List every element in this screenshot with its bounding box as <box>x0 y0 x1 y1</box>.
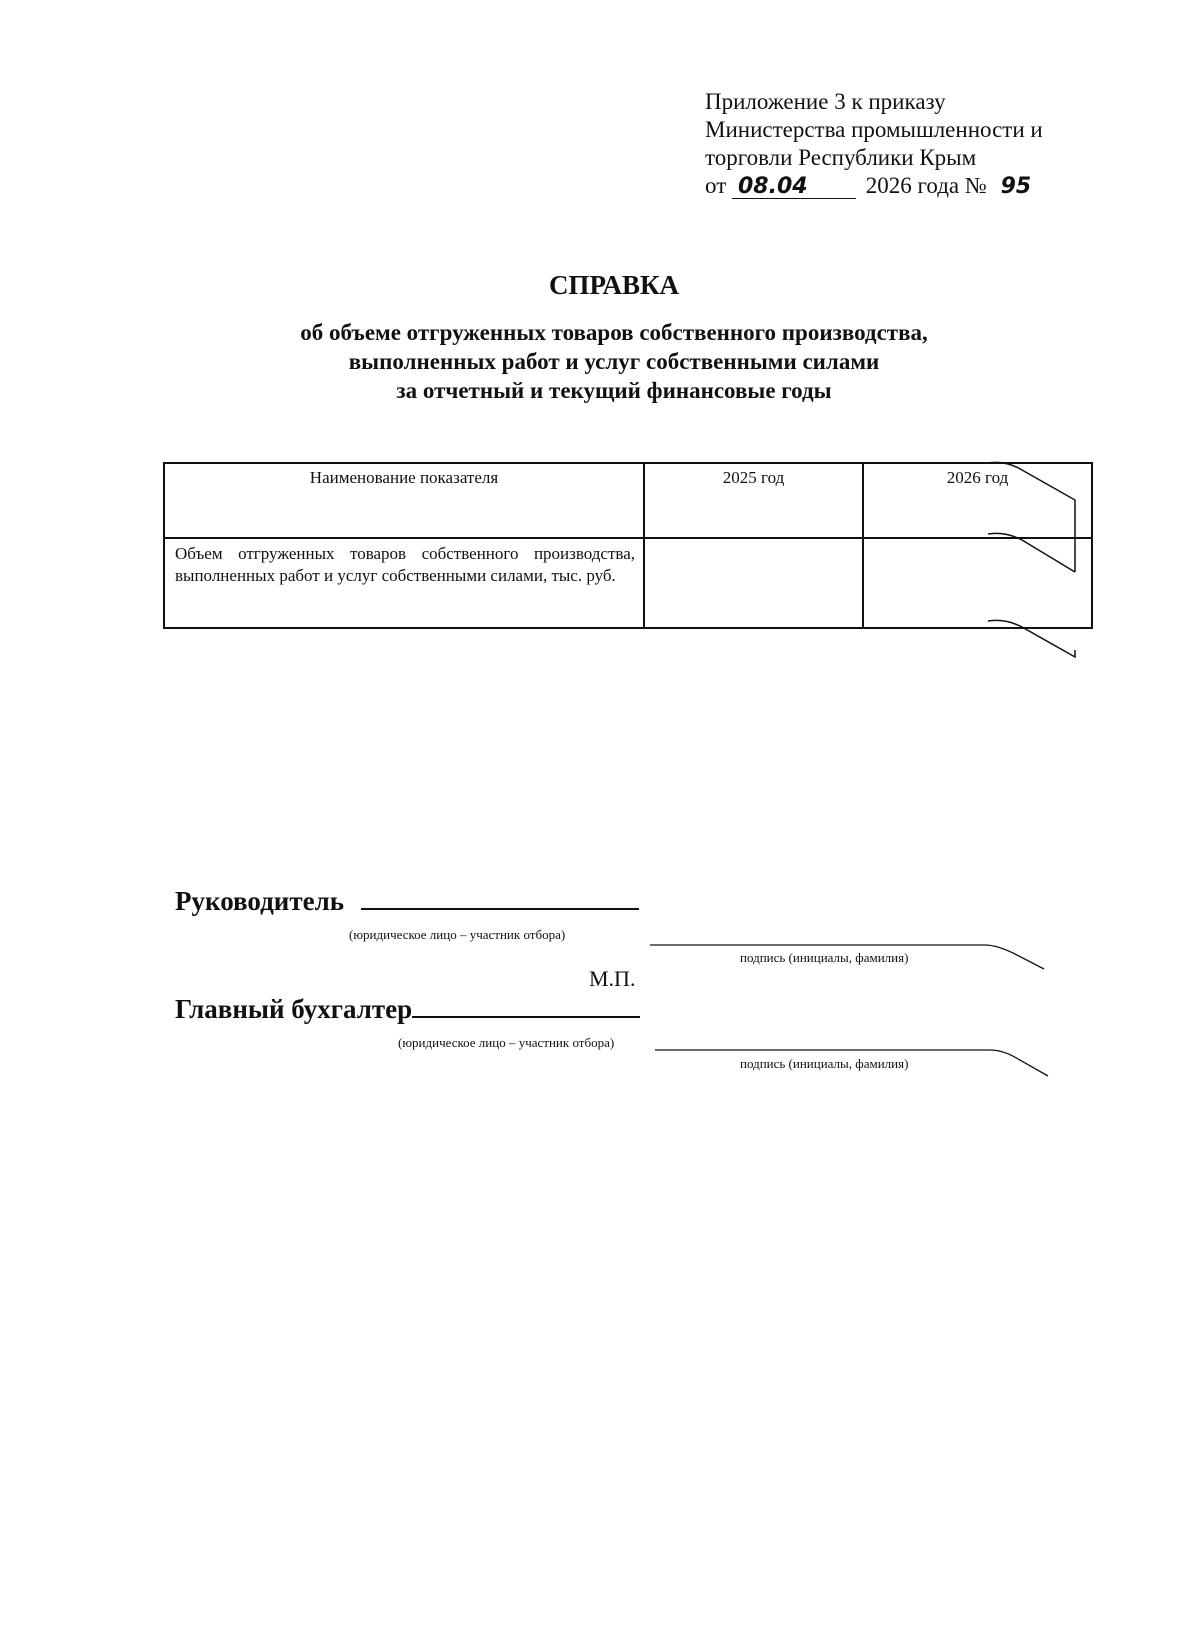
row-indicator-label: Объем отгруженных товаров собственного производства, выполненных работ и услуг собственными силами, тыс. руб. <box>164 538 644 628</box>
date-suffix: 2026 года № <box>865 173 987 198</box>
head-label: Руководитель <box>175 886 345 916</box>
head-signature-line[interactable] <box>361 886 639 910</box>
head-caption-entity: (юридическое лицо – участник отбора) <box>349 927 566 942</box>
appendix-line-1: Приложение 3 к приказу <box>705 89 946 114</box>
appendix-line-2: Министерства промышленности и <box>705 117 1043 142</box>
header-year-2025: 2025 год <box>644 463 863 538</box>
handwritten-order-number: 95 <box>1000 174 1032 199</box>
subtitle-line-1: об объеме отгруженных товаров собственного производства, <box>300 320 928 345</box>
accountant-caption-entity: (юридическое лицо – участник отбора) <box>398 1035 615 1050</box>
stamp-placeholder: М.П. <box>589 966 636 991</box>
accountant-signature-line[interactable] <box>412 994 640 1018</box>
subtitle-line-2: выполненных работ и услуг собственными силами <box>348 349 880 374</box>
header-year-2026: 2026 год <box>863 463 1092 538</box>
appendix-line-3: торговли Республики Крым <box>705 145 977 170</box>
date-prefix: от <box>705 173 727 198</box>
handwritten-date: 08.04 <box>732 176 856 199</box>
accountant-signature-row <box>175 994 640 1025</box>
accountant-caption-sign: подпись (инициалы, фамилия) <box>740 1056 909 1071</box>
header-indicator-name: Наименование показателя <box>164 463 644 538</box>
head-caption-sign: подпись (инициалы, фамилия) <box>740 950 909 965</box>
subtitle-line-3: за отчетный и текущий финансовые годы <box>396 378 832 403</box>
head-signature-row <box>175 886 639 917</box>
document-title: СПРАВКА <box>548 270 680 300</box>
accountant-label: Главный бухгалтер <box>175 994 413 1024</box>
